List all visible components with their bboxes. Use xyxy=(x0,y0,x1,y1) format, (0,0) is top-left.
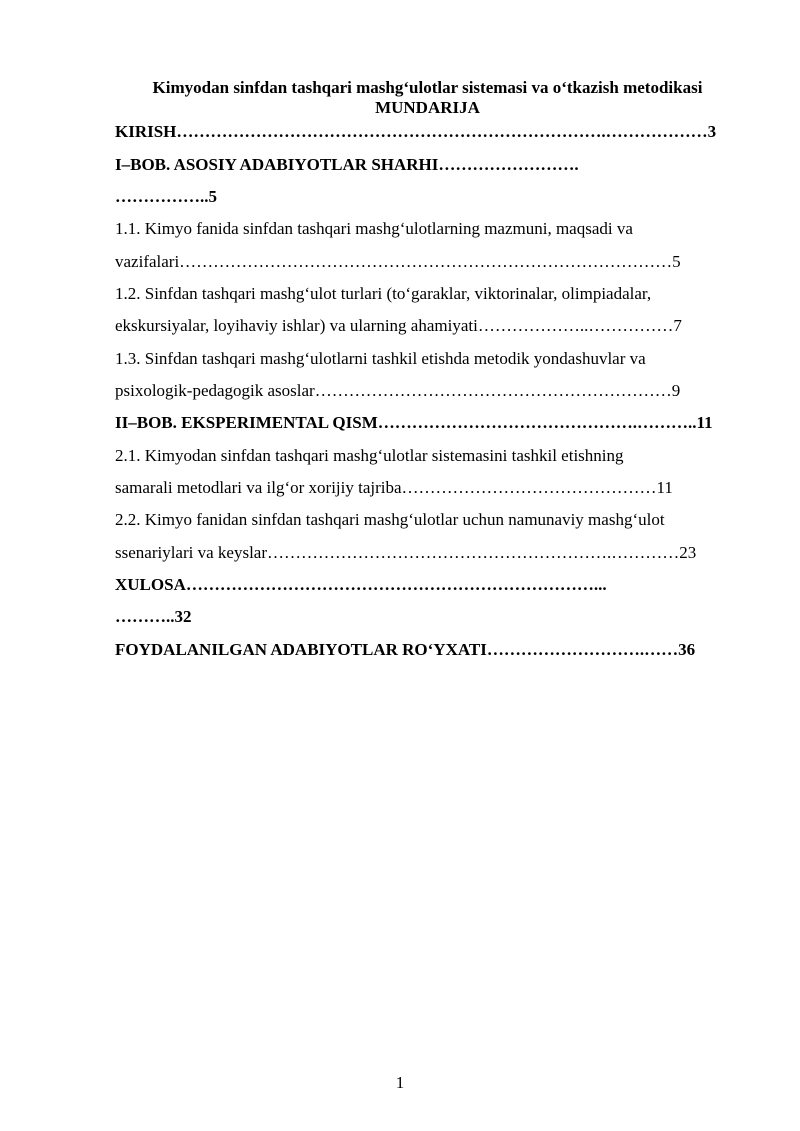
toc-line-chapter-1-page: ……………..5 xyxy=(115,187,217,206)
toc-line-section-2-2-cont: ssenariylari va keyslar…………………………………………………….…………23 xyxy=(115,543,697,562)
table-of-contents-heading: MUNDARIJA xyxy=(375,98,480,117)
toc-line-section-1-1: 1.1. Kimyo fanida sinfdan tashqari mashg‘ulotlarning mazmuni, maqsadi va xyxy=(115,219,633,238)
toc-line-chapter-2: II–BOB. EKSPERIMENTAL QISM……………………………………….………..11 xyxy=(115,413,713,432)
toc-line-section-2-1-cont: samarali metodlari va ilg‘or xorijiy tajriba………………………………………11 xyxy=(115,478,673,497)
document-title: Kimyodan sinfdan tashqari mashg‘ulotlar sistemasi va o‘tkazish metodikasi xyxy=(152,78,703,97)
toc-line-chapter-1: I–BOB. ASOSIY ADABIYOTLAR SHARHI……………………. xyxy=(115,155,579,174)
toc-line-kirish: KIRISH………………………………………………………………….………………3 xyxy=(115,122,717,141)
page-number: 1 xyxy=(395,1073,405,1092)
toc-line-xulosa-page: ………..32 xyxy=(115,607,192,626)
toc-line-section-1-2: 1.2. Sinfdan tashqari mashg‘ulot turlari (to‘garaklar, viktorinalar, olimpiadalar, xyxy=(115,284,652,303)
toc-line-section-1-2-cont: ekskursiyalar, loyihaviy ishlar) va ularning ahamiyati………………..……………7 xyxy=(115,316,682,335)
toc-line-section-1-1-cont: vazifalari……………………………………………………………………………5 xyxy=(115,252,681,271)
toc-line-section-2-1: 2.1. Kimyodan sinfdan tashqari mashg‘ulotlar sistemasini tashkil etishning xyxy=(115,446,624,465)
toc-line-section-2-2: 2.2. Kimyo fanidan sinfdan tashqari mashg‘ulotlar uchun namunaviy mashg‘ulot xyxy=(115,510,665,529)
toc-line-section-1-3: 1.3. Sinfdan tashqari mashg‘ulotlarni tashkil etishda metodik yondashuvlar va xyxy=(115,349,646,368)
toc-line-references: FOYDALANILGAN ADABIYOTLAR RO‘YXATI……………………….……36 xyxy=(115,640,696,659)
toc-line-section-1-3-cont: psixologik-pedagogik asoslar………………………………………………………9 xyxy=(115,381,681,400)
toc-line-xulosa: XULOSA………………………………………………………………... xyxy=(115,575,607,594)
